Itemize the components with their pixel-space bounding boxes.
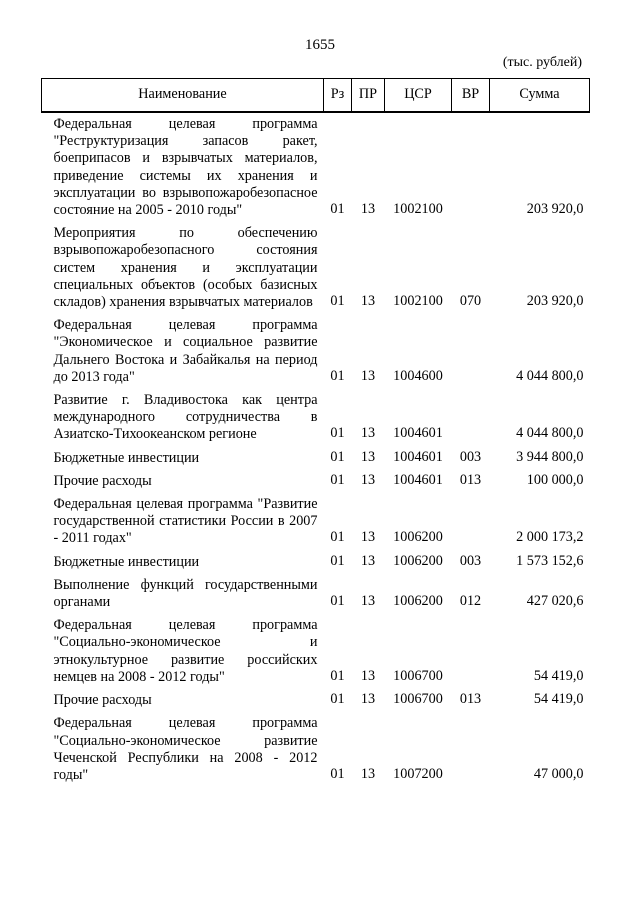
row-name: Бюджетные инвестиции (53, 449, 200, 466)
row-csr: 1002100 (393, 201, 443, 218)
row-name: Развитие г. Владивостока как центра международного сотрудничества в Азиатско-Тихоокеанском регионе (53, 392, 318, 443)
row-csr: 1006700 (393, 691, 443, 708)
row-vr: 003 (459, 552, 482, 569)
row-vr (452, 493, 490, 551)
row-rz: 01 (330, 293, 345, 310)
row-sum: 47 000,0 (533, 765, 584, 782)
row-pr: 13 (360, 765, 376, 782)
row-sum: 3 944 800,0 (516, 448, 584, 465)
row-sum: 203 920,0 (526, 201, 584, 218)
row-vr (452, 314, 490, 389)
row-rz: 01 (330, 201, 345, 218)
row-sum: 4 044 800,0 (516, 367, 584, 384)
row-vr: 003 (459, 448, 482, 465)
row-sum: 203 920,0 (526, 293, 584, 310)
row-name: Федеральная целевая программа "Социально-экономическое развитие Чеченской Республики на 2008 - 2012 годы" (53, 715, 318, 783)
row-pr: 13 (360, 593, 376, 610)
table-row (42, 314, 590, 389)
row-rz: 01 (330, 448, 345, 465)
row-pr: 13 (360, 448, 376, 465)
row-name: Прочие расходы (53, 472, 152, 489)
row-rz: 01 (330, 367, 345, 384)
row-pr: 13 (360, 425, 376, 442)
table-row (42, 712, 590, 787)
row-name: Федеральная целевая программа "Развитие государственной статистики России в 2007 - 2011 годах" (53, 496, 318, 547)
row-csr: 1004600 (393, 367, 443, 384)
row-csr: 1007200 (393, 765, 443, 782)
row-name: Федеральная целевая программа "Экономическое и социальное развитие Дальнего Востока и Забайкалья на период до 2013 года" (53, 317, 318, 385)
row-pr: 13 (360, 691, 376, 708)
row-sum: 54 419,0 (533, 667, 584, 684)
row-name: Бюджетные инвестиции (53, 553, 200, 570)
header-rz: Рз (324, 79, 352, 113)
row-csr: 1006200 (393, 529, 443, 546)
budget-table (41, 78, 590, 787)
row-pr: 13 (360, 293, 376, 310)
table-row (42, 389, 590, 447)
row-sum: 1 573 152,6 (516, 552, 584, 569)
table-header-row (42, 79, 590, 113)
row-rz: 01 (330, 471, 345, 488)
row-sum: 2 000 173,2 (516, 529, 584, 546)
table-row (42, 551, 590, 574)
row-pr: 13 (360, 367, 376, 384)
row-vr (452, 614, 490, 689)
table-row (42, 614, 590, 689)
table-row (42, 470, 590, 493)
table-row (42, 222, 590, 314)
row-vr: 013 (459, 471, 482, 488)
row-sum: 4 044 800,0 (516, 425, 584, 442)
row-csr: 1006200 (393, 552, 443, 569)
row-name: Прочие расходы (53, 692, 152, 709)
header-csr: ЦСР (385, 79, 452, 113)
row-rz: 01 (330, 691, 345, 708)
row-pr: 13 (360, 667, 376, 684)
table-row (42, 112, 590, 222)
row-vr (452, 712, 490, 787)
row-csr: 1002100 (393, 293, 443, 310)
row-sum: 100 000,0 (526, 471, 584, 488)
table-row (42, 447, 590, 470)
row-vr: 070 (459, 293, 482, 310)
row-rz: 01 (330, 425, 345, 442)
row-rz: 01 (330, 667, 345, 684)
row-sum: 54 419,0 (533, 691, 584, 708)
row-rz: 01 (330, 529, 345, 546)
row-csr: 1006200 (393, 593, 443, 610)
header-sum: Сумма (490, 79, 590, 113)
row-pr: 13 (360, 471, 376, 488)
units-label: (тыс. рублей) (502, 55, 582, 70)
row-vr (452, 112, 490, 222)
row-pr: 13 (360, 529, 376, 546)
row-csr: 1004601 (393, 471, 443, 488)
table-row (42, 574, 590, 614)
row-name: Мероприятия по обеспечению взрывопожаробезопасного состояния систем хранения и эксплуатации специальных объектов (особых базисных складов) хранения взрывчатых материалов (53, 225, 318, 311)
row-csr: 1004601 (393, 425, 443, 442)
table-row (42, 689, 590, 712)
row-vr: 012 (459, 593, 482, 610)
row-pr: 13 (360, 201, 376, 218)
row-rz: 01 (330, 765, 345, 782)
row-name: Выполнение функций государственными органами (53, 576, 318, 611)
row-vr: 013 (459, 691, 482, 708)
row-name: Федеральная целевая программа "Социально-экономическое и этнокультурное развитие российских немцев на 2008 - 2012 годы" (53, 617, 318, 685)
row-rz: 01 (330, 593, 345, 610)
row-pr: 13 (360, 552, 376, 569)
header-vr: ВР (452, 79, 490, 113)
row-vr (452, 389, 490, 447)
row-rz: 01 (330, 552, 345, 569)
row-csr: 1006700 (393, 667, 443, 684)
table-row (42, 493, 590, 551)
row-name: Федеральная целевая программа "Реструктуризация запасов ракет, боеприпасов и взрывчатых материалов, приведение системы их хранения и эксплуатации во взрывопожаробезопасное состояние на 2005 - 2010 годы" (53, 116, 318, 219)
row-sum: 427 020,6 (526, 593, 584, 610)
header-name: Наименование (42, 79, 324, 113)
page-number: 1655 (305, 37, 335, 53)
row-csr: 1004601 (393, 448, 443, 465)
header-pr: ПР (352, 79, 385, 113)
